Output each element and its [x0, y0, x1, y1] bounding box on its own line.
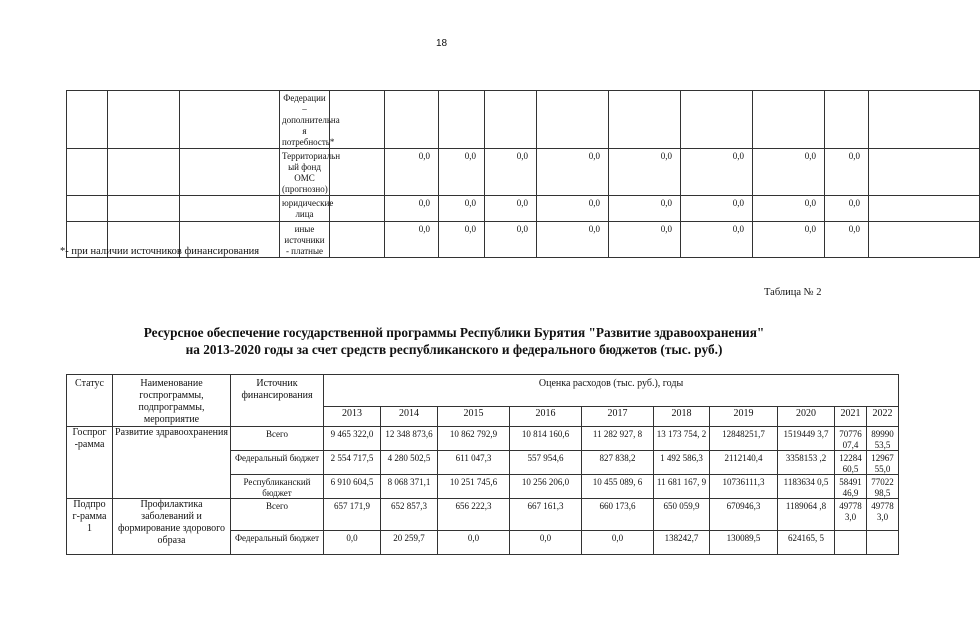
- header-status: Статус: [67, 375, 113, 427]
- year-header: 2022: [867, 407, 899, 427]
- source-cell: Всего: [231, 427, 324, 451]
- value-cell: 1519449 3,7: [778, 427, 835, 451]
- empty-cell: [108, 196, 180, 222]
- value-cell: 650 059,9: [654, 499, 710, 531]
- value-cell: 660 173,6: [582, 499, 654, 531]
- header-name: Наименование госпрограммы, подпрограммы, мероприятие: [113, 375, 231, 427]
- value-cell: [825, 91, 869, 149]
- title-line-2: на 2013-2020 годы за счет средств республиканского и федерального бюджетов (тыс. руб.): [185, 342, 723, 357]
- value-cell: 2112140,4: [710, 451, 778, 475]
- empty-cell: [180, 91, 280, 149]
- value-cell: 0,0: [485, 149, 537, 196]
- table-row: [67, 196, 980, 222]
- resource-provision-table: [66, 374, 899, 555]
- value-cell: 3358153 ,2: [778, 451, 835, 475]
- value-cell: 0,0: [439, 149, 485, 196]
- value-cell: 0,0: [439, 196, 485, 222]
- value-cell: 656 222,3: [438, 499, 510, 531]
- value-cell: 0,0: [753, 149, 825, 196]
- value-cell: 49778 3,0: [835, 499, 867, 531]
- value-cell: [869, 149, 980, 196]
- year-header: 2013: [324, 407, 381, 427]
- empty-cell: [67, 196, 108, 222]
- value-cell: 670946,3: [710, 499, 778, 531]
- value-cell: 130089,5: [710, 531, 778, 555]
- value-cell: 10736111,3: [710, 475, 778, 499]
- source-name: Федерации – дополнительна я потребность*: [280, 91, 330, 149]
- value-cell: 0,0: [324, 531, 381, 555]
- empty-cell: [67, 91, 108, 149]
- value-cell: 0,0: [681, 149, 753, 196]
- value-cell: 0,0: [609, 149, 681, 196]
- empty-cell: [108, 91, 180, 149]
- value-cell: 1 492 586,3: [654, 451, 710, 475]
- empty-cell: [108, 149, 180, 196]
- source-name: Территориальн ый фонд ОМС (прогнозно): [280, 149, 330, 196]
- value-cell: 657 171,9: [324, 499, 381, 531]
- value-cell: 2 554 717,5: [324, 451, 381, 475]
- value-cell: 138242,7: [654, 531, 710, 555]
- value-cell: [869, 91, 980, 149]
- value-cell: 10 251 745,6: [438, 475, 510, 499]
- funding-sources-table-continued: [66, 90, 980, 258]
- title-line-1: Ресурсное обеспечение государственной программы Республики Бурятия "Развитие здравоохранения": [143, 325, 765, 340]
- table-row: [67, 149, 980, 196]
- value-cell: 0,0: [385, 222, 439, 258]
- value-cell: 0,0: [537, 222, 609, 258]
- value-cell: 667 161,3: [510, 499, 582, 531]
- table-number: Таблица № 2: [764, 287, 822, 298]
- value-cell: 10 862 792,9: [438, 427, 510, 451]
- value-cell: 70776 07,4: [835, 427, 867, 451]
- source-cell: Федеральный бюджет: [231, 531, 324, 555]
- value-cell: 0,0: [385, 149, 439, 196]
- table-title: [60, 324, 848, 358]
- value-cell: 611 047,3: [438, 451, 510, 475]
- empty-cell: [180, 149, 280, 196]
- source-cell: Всего: [231, 499, 324, 531]
- value-cell: 12 348 873,6: [381, 427, 438, 451]
- value-cell: 0,0: [825, 196, 869, 222]
- value-cell: 0,0: [825, 222, 869, 258]
- value-cell: [537, 91, 609, 149]
- value-cell: [869, 222, 980, 258]
- table-row: [67, 91, 980, 149]
- value-cell: [439, 91, 485, 149]
- year-header: 2020: [778, 407, 835, 427]
- value-cell: 0,0: [681, 196, 753, 222]
- header-estimate: Оценка расходов (тыс. руб.), годы: [324, 375, 899, 407]
- source-cell: Федеральный бюджет: [231, 451, 324, 475]
- year-header: 2017: [582, 407, 654, 427]
- value-cell: 0,0: [485, 196, 537, 222]
- value-cell: [681, 91, 753, 149]
- value-cell: 49778 3,0: [867, 499, 899, 531]
- empty-cell: [67, 149, 108, 196]
- value-cell: 624165, 5: [778, 531, 835, 555]
- year-header: 2021: [835, 407, 867, 427]
- year-header: 2015: [438, 407, 510, 427]
- value-cell: 0,0: [753, 196, 825, 222]
- value-cell: 0,0: [385, 196, 439, 222]
- year-header: 2014: [381, 407, 438, 427]
- year-header: 2019: [710, 407, 778, 427]
- value-cell: 9 465 322,0: [324, 427, 381, 451]
- value-cell: 0,0: [681, 222, 753, 258]
- empty-cell: [330, 196, 385, 222]
- value-cell: 0,0: [582, 531, 654, 555]
- source-name: иные источники - платные: [280, 222, 330, 258]
- value-cell: 0,0: [825, 149, 869, 196]
- value-cell: 0,0: [537, 196, 609, 222]
- value-cell: 652 857,3: [381, 499, 438, 531]
- table-row: [67, 499, 899, 531]
- value-cell: 827 838,2: [582, 451, 654, 475]
- value-cell: 0,0: [537, 149, 609, 196]
- value-cell: [753, 91, 825, 149]
- value-cell: [867, 531, 899, 555]
- year-header: 2016: [510, 407, 582, 427]
- header-source: Источник финансирования: [231, 375, 324, 427]
- value-cell: [835, 531, 867, 555]
- value-cell: 4 280 502,5: [381, 451, 438, 475]
- value-cell: 11 282 927, 8: [582, 427, 654, 451]
- value-cell: 77022 98,5: [867, 475, 899, 499]
- value-cell: 0,0: [485, 222, 537, 258]
- page-number: 18: [436, 38, 448, 49]
- value-cell: [385, 91, 439, 149]
- value-cell: 0,0: [439, 222, 485, 258]
- value-cell: 1189064 ,8: [778, 499, 835, 531]
- value-cell: 58491 46,9: [835, 475, 867, 499]
- year-header: 2018: [654, 407, 710, 427]
- status-cell: Госпрог -рамма: [67, 427, 113, 499]
- status-cell: Подпро г-рамма 1: [67, 499, 113, 555]
- value-cell: 89990 53,5: [867, 427, 899, 451]
- value-cell: [869, 196, 980, 222]
- value-cell: 13 173 754, 2: [654, 427, 710, 451]
- value-cell: 10 814 160,6: [510, 427, 582, 451]
- value-cell: 10 455 089, 6: [582, 475, 654, 499]
- value-cell: 0,0: [609, 222, 681, 258]
- empty-cell: [330, 222, 385, 258]
- footnote: *- при наличии источников финансирования: [60, 246, 260, 257]
- value-cell: 0,0: [438, 531, 510, 555]
- value-cell: 12848251,7: [710, 427, 778, 451]
- value-cell: [485, 91, 537, 149]
- value-cell: 12967 55,0: [867, 451, 899, 475]
- program-name: Развитие здравоохранения: [113, 427, 231, 499]
- value-cell: [609, 91, 681, 149]
- value-cell: 12284 60,5: [835, 451, 867, 475]
- empty-cell: [180, 196, 280, 222]
- value-cell: 1183634 0,5: [778, 475, 835, 499]
- value-cell: 10 256 206,0: [510, 475, 582, 499]
- program-name: Профилактика заболеваний и формирование здорового образа: [113, 499, 231, 555]
- value-cell: 557 954,6: [510, 451, 582, 475]
- value-cell: 8 068 371,1: [381, 475, 438, 499]
- value-cell: 0,0: [510, 531, 582, 555]
- value-cell: 11 681 167, 9: [654, 475, 710, 499]
- value-cell: 6 910 604,5: [324, 475, 381, 499]
- table-row: [67, 427, 899, 451]
- value-cell: 0,0: [609, 196, 681, 222]
- value-cell: 20 259,7: [381, 531, 438, 555]
- source-cell: Республиканский бюджет: [231, 475, 324, 499]
- source-name: юридические лица: [280, 196, 330, 222]
- value-cell: 0,0: [753, 222, 825, 258]
